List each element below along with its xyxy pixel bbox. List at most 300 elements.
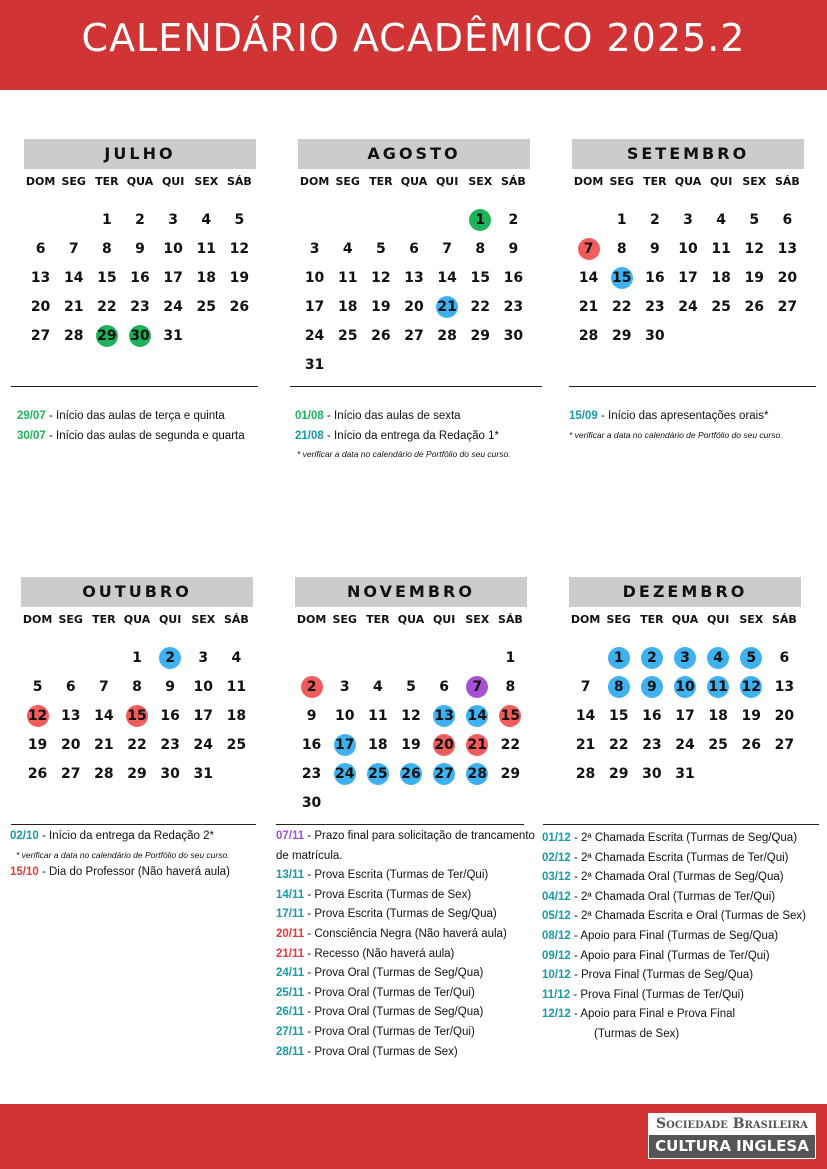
note-text: - Dia do Professor (Não haverá aula) bbox=[38, 865, 230, 878]
note-line bbox=[542, 868, 826, 888]
highlighted-day-blue: 27 bbox=[433, 763, 455, 785]
day-cell bbox=[397, 263, 430, 292]
day-cell bbox=[635, 730, 668, 759]
day-number: 8 bbox=[475, 240, 486, 257]
day-cell bbox=[361, 672, 394, 701]
note-line bbox=[542, 888, 826, 908]
day-number: 9 bbox=[649, 240, 660, 257]
day-cell bbox=[461, 701, 494, 730]
note-line bbox=[276, 1003, 538, 1023]
note-text: - Início das aulas de terça e quinta bbox=[45, 410, 225, 422]
day-cell bbox=[735, 701, 768, 730]
day-cell bbox=[771, 234, 804, 263]
day-cell bbox=[394, 730, 427, 759]
note-text: - Início das aulas de sexta bbox=[323, 410, 461, 422]
day-number: 11 bbox=[226, 678, 247, 695]
day-cell bbox=[602, 730, 635, 759]
day-number: 25 bbox=[708, 736, 728, 753]
note-date: 13/11 bbox=[276, 869, 305, 882]
day-number: 27 bbox=[774, 736, 795, 753]
day-cell bbox=[120, 643, 153, 672]
note-date: 17/11 bbox=[276, 908, 305, 921]
weekday-label: TER bbox=[92, 613, 116, 626]
note-text: - 2ª Chamada Escrita e Oral (Turmas de Sex) bbox=[570, 910, 806, 923]
day-number: 19 bbox=[744, 269, 764, 286]
empty-day bbox=[21, 643, 54, 672]
highlighted-day-blue: 8 bbox=[608, 676, 630, 698]
day-number: 25 bbox=[196, 298, 216, 315]
highlighted-day-green: 29 bbox=[96, 325, 118, 347]
empty-day bbox=[295, 643, 328, 672]
note-date: 07/11 bbox=[276, 830, 305, 842]
note-text: - Prova Escrita (Turmas de Seg/Qua) bbox=[304, 908, 497, 921]
days-grid bbox=[572, 205, 804, 350]
day-number: 19 bbox=[27, 736, 48, 753]
day-number: 27 bbox=[404, 327, 424, 344]
day-number: 29 bbox=[500, 765, 521, 782]
footnote-outubro: * verificar a data no calendário de Portfólio do seu curso. bbox=[16, 849, 230, 860]
note-date: 01/12 bbox=[542, 832, 571, 844]
day-number: 7 bbox=[68, 240, 79, 257]
day-number: 6 bbox=[439, 678, 449, 695]
note-line bbox=[542, 1005, 826, 1025]
day-number: 28 bbox=[94, 765, 114, 782]
weekday-label: SÁB bbox=[775, 175, 800, 188]
day-cell bbox=[605, 205, 638, 234]
day-number: 16 bbox=[503, 269, 524, 286]
day-number: 16 bbox=[130, 269, 150, 286]
empty-day bbox=[331, 205, 364, 234]
day-number: 8 bbox=[132, 678, 142, 695]
weekday-label: SÁB bbox=[227, 175, 252, 188]
logo-line-1: Sociedade Brasileira bbox=[649, 1114, 815, 1135]
weekday-label: QUI bbox=[158, 613, 182, 626]
note-date: 01/08 bbox=[295, 410, 324, 422]
highlighted-day-blue: 5 bbox=[740, 647, 762, 669]
day-cell bbox=[431, 292, 464, 321]
day-cell bbox=[768, 701, 801, 730]
day-cell bbox=[428, 672, 461, 701]
day-cell bbox=[738, 234, 771, 263]
page-title: CALENDÁRIO ACADÊMICO 2025.2 bbox=[81, 16, 746, 60]
note-line bbox=[542, 947, 826, 967]
highlighted-day-red: 7 bbox=[578, 238, 600, 260]
day-cell bbox=[569, 759, 602, 788]
day-cell bbox=[494, 701, 527, 730]
note-line bbox=[276, 945, 538, 965]
day-number: 13 bbox=[777, 240, 798, 257]
day-number: 18 bbox=[226, 707, 247, 724]
day-number: 2 bbox=[508, 211, 519, 228]
day-number: 18 bbox=[708, 707, 728, 724]
day-cell bbox=[298, 263, 331, 292]
notes-agosto bbox=[295, 407, 565, 446]
day-cell bbox=[497, 234, 530, 263]
day-cell bbox=[220, 730, 253, 759]
day-cell bbox=[57, 234, 90, 263]
day-cell bbox=[298, 292, 331, 321]
note-date: 24/11 bbox=[276, 967, 305, 980]
day-cell bbox=[157, 292, 190, 321]
day-cell bbox=[494, 672, 527, 701]
day-number: 18 bbox=[368, 736, 388, 753]
day-number: 20 bbox=[60, 736, 81, 753]
weekday-label: DOM bbox=[299, 175, 330, 188]
day-cell bbox=[154, 759, 187, 788]
day-number: 27 bbox=[777, 298, 798, 315]
weekday-label: SEX bbox=[191, 613, 216, 626]
notes-agosto-block bbox=[295, 407, 565, 462]
note-date: 04/12 bbox=[542, 890, 571, 903]
day-cell bbox=[464, 234, 497, 263]
day-number: 20 bbox=[30, 298, 51, 315]
empty-day bbox=[24, 205, 57, 234]
day-cell bbox=[21, 730, 54, 759]
note-line bbox=[542, 986, 826, 1006]
month-name: JULHO bbox=[24, 139, 256, 169]
notes-outubro-2 bbox=[10, 863, 275, 883]
note-line bbox=[276, 964, 538, 984]
note-date: 09/12 bbox=[542, 949, 571, 962]
highlighted-day-blue: 12 bbox=[740, 676, 762, 698]
notes-outubro-block bbox=[10, 827, 275, 882]
day-cell bbox=[295, 788, 328, 817]
month-outubro bbox=[21, 577, 253, 788]
day-number: 16 bbox=[642, 707, 662, 724]
note-line bbox=[276, 866, 538, 886]
note-date: 08/12 bbox=[542, 929, 571, 942]
day-number: 31 bbox=[304, 356, 325, 373]
day-number: 23 bbox=[160, 736, 180, 753]
notes-setembro-block bbox=[569, 407, 827, 443]
day-number: 9 bbox=[165, 678, 175, 695]
day-cell bbox=[157, 205, 190, 234]
day-number: 28 bbox=[437, 327, 457, 344]
note-date: 27/11 bbox=[276, 1025, 305, 1038]
notes-dezembro-block bbox=[542, 829, 826, 1045]
day-cell bbox=[671, 234, 704, 263]
day-cell bbox=[21, 672, 54, 701]
highlighted-day-red: 15 bbox=[499, 705, 521, 727]
day-cell bbox=[638, 205, 671, 234]
day-number: 1 bbox=[505, 649, 516, 666]
day-cell bbox=[397, 292, 430, 321]
month-dezembro bbox=[569, 577, 801, 788]
weekday-label: TER bbox=[366, 613, 390, 626]
footnote-agosto: * verificar a data no calendário de Portfólio do seu curso. bbox=[297, 449, 511, 460]
day-number: 10 bbox=[304, 269, 325, 286]
day-number: 30 bbox=[503, 327, 524, 344]
day-number: 29 bbox=[470, 327, 490, 344]
day-cell bbox=[190, 234, 223, 263]
highlighted-day-blue: 1 bbox=[608, 647, 630, 669]
day-cell bbox=[90, 321, 123, 350]
day-cell bbox=[638, 321, 671, 350]
weekday-label: SEX bbox=[742, 175, 767, 188]
note-date: 05/12 bbox=[542, 910, 571, 923]
day-cell bbox=[220, 672, 253, 701]
day-number: 25 bbox=[226, 736, 247, 753]
day-cell bbox=[24, 263, 57, 292]
note-line bbox=[10, 827, 275, 847]
notes-outubro bbox=[10, 827, 275, 847]
month-julho bbox=[24, 139, 256, 350]
day-cell bbox=[87, 730, 120, 759]
note-text: - Início das apresentações orais* bbox=[597, 410, 769, 422]
note-line bbox=[542, 927, 826, 947]
day-cell bbox=[295, 672, 328, 701]
note-line bbox=[276, 827, 538, 866]
day-number: 24 bbox=[163, 298, 183, 315]
day-cell bbox=[497, 321, 530, 350]
month-name: DEZEMBRO bbox=[569, 577, 801, 607]
day-number: 29 bbox=[608, 765, 629, 782]
day-cell bbox=[497, 292, 530, 321]
day-number: 6 bbox=[409, 240, 419, 257]
day-cell bbox=[705, 263, 738, 292]
note-line bbox=[542, 966, 826, 986]
note-line bbox=[542, 907, 826, 927]
day-cell bbox=[668, 643, 701, 672]
day-number: 14 bbox=[94, 707, 114, 724]
day-number: 14 bbox=[63, 269, 84, 286]
day-cell bbox=[295, 701, 328, 730]
note-text: - Início das aulas de segunda e quarta bbox=[45, 429, 245, 442]
day-number: 26 bbox=[371, 327, 391, 344]
day-number: 24 bbox=[678, 298, 698, 315]
empty-day bbox=[394, 643, 427, 672]
day-number: 17 bbox=[678, 269, 698, 286]
month-name: SETEMBRO bbox=[572, 139, 804, 169]
weekday-label: SÁB bbox=[498, 613, 523, 626]
day-cell bbox=[223, 263, 256, 292]
day-cell bbox=[635, 759, 668, 788]
weekday-label: QUI bbox=[161, 175, 185, 188]
day-number: 5 bbox=[234, 211, 245, 228]
day-cell bbox=[87, 701, 120, 730]
weekday-label: QUA bbox=[671, 613, 699, 626]
day-number: 12 bbox=[744, 240, 764, 257]
day-cell bbox=[54, 759, 87, 788]
day-cell bbox=[328, 701, 361, 730]
day-number: 23 bbox=[301, 765, 322, 782]
day-cell bbox=[331, 234, 364, 263]
day-number: 24 bbox=[304, 327, 325, 344]
weekday-label: QUA bbox=[674, 175, 702, 188]
highlighted-day-blue: 24 bbox=[334, 763, 356, 785]
month-novembro bbox=[295, 577, 527, 817]
day-cell bbox=[602, 701, 635, 730]
day-cell bbox=[428, 730, 461, 759]
empty-day bbox=[328, 643, 361, 672]
day-cell bbox=[364, 263, 397, 292]
day-cell bbox=[705, 234, 738, 263]
day-number: 13 bbox=[60, 707, 81, 724]
day-cell bbox=[24, 234, 57, 263]
day-number: 7 bbox=[442, 240, 452, 257]
day-cell bbox=[364, 234, 397, 263]
day-cell bbox=[668, 730, 701, 759]
highlighted-day-red: 15 bbox=[126, 705, 148, 727]
empty-day bbox=[361, 643, 394, 672]
day-cell bbox=[123, 292, 156, 321]
day-number: 28 bbox=[578, 327, 599, 344]
note-line bbox=[542, 849, 826, 869]
day-number: 3 bbox=[168, 211, 178, 228]
weekday-label: QUA bbox=[126, 175, 154, 188]
note-date: 03/12 bbox=[542, 871, 571, 884]
note-text: - Prova Escrita (Turmas de Sex) bbox=[304, 888, 472, 901]
day-cell bbox=[638, 263, 671, 292]
weekday-label: TER bbox=[643, 175, 667, 188]
note-date: 12/12 bbox=[542, 1008, 571, 1021]
day-number: 23 bbox=[130, 298, 150, 315]
empty-day bbox=[572, 205, 605, 234]
day-number: 26 bbox=[741, 736, 761, 753]
day-cell bbox=[635, 701, 668, 730]
day-number: 22 bbox=[500, 736, 521, 753]
day-number: 30 bbox=[160, 765, 180, 782]
day-number: 3 bbox=[683, 211, 693, 228]
day-cell bbox=[157, 321, 190, 350]
day-cell bbox=[331, 321, 364, 350]
day-number: 18 bbox=[337, 298, 358, 315]
day-cell bbox=[87, 759, 120, 788]
day-number: 22 bbox=[127, 736, 147, 753]
day-cell bbox=[431, 234, 464, 263]
weekday-label: SEX bbox=[739, 613, 764, 626]
note-text: - Prova Oral (Turmas de Ter/Qui) bbox=[304, 1025, 475, 1038]
day-cell bbox=[494, 643, 527, 672]
day-number: 19 bbox=[371, 298, 391, 315]
days-grid bbox=[21, 643, 253, 788]
day-number: 5 bbox=[375, 240, 386, 257]
highlighted-day-red: 12 bbox=[27, 705, 49, 727]
highlighted-day-blue: 2 bbox=[641, 647, 663, 669]
day-number: 28 bbox=[575, 765, 596, 782]
day-cell bbox=[21, 759, 54, 788]
day-number: 13 bbox=[30, 269, 51, 286]
day-number: 26 bbox=[27, 765, 48, 782]
day-number: 16 bbox=[301, 736, 322, 753]
day-cell bbox=[768, 672, 801, 701]
day-number: 13 bbox=[774, 678, 795, 695]
day-cell bbox=[497, 205, 530, 234]
note-text: - 2ª Chamada Oral (Turmas de Seg/Qua) bbox=[570, 871, 784, 884]
day-number: 25 bbox=[337, 327, 358, 344]
day-number: 9 bbox=[306, 707, 317, 724]
day-number: 21 bbox=[575, 736, 596, 753]
day-cell bbox=[428, 759, 461, 788]
day-cell bbox=[668, 672, 701, 701]
highlighted-day-blue: 17 bbox=[334, 734, 356, 756]
note-text: - Apoio para Final e Prova Final bbox=[570, 1008, 736, 1021]
day-cell bbox=[431, 263, 464, 292]
weekday-label: TER bbox=[95, 175, 119, 188]
day-number: 8 bbox=[616, 240, 627, 257]
day-number: 27 bbox=[30, 327, 51, 344]
day-cell bbox=[364, 321, 397, 350]
day-cell bbox=[572, 292, 605, 321]
day-cell bbox=[21, 701, 54, 730]
day-number: 18 bbox=[196, 269, 216, 286]
day-cell bbox=[494, 730, 527, 759]
day-number: 31 bbox=[193, 765, 213, 782]
notes-julho bbox=[17, 407, 279, 446]
divider-novembro bbox=[276, 824, 524, 825]
day-cell bbox=[572, 263, 605, 292]
day-cell bbox=[361, 759, 394, 788]
day-number: 4 bbox=[372, 678, 383, 695]
day-number: 10 bbox=[334, 707, 355, 724]
day-number: 1 bbox=[101, 211, 112, 228]
note-date: 25/11 bbox=[276, 986, 305, 999]
highlighted-day-blue: 25 bbox=[367, 763, 389, 785]
highlighted-day-green: 30 bbox=[129, 325, 151, 347]
note-text: - 2ª Chamada Escrita (Turmas de Ter/Qui) bbox=[570, 851, 789, 864]
note-text: - 2ª Chamada Oral (Turmas de Ter/Qui) bbox=[570, 890, 776, 903]
day-cell bbox=[671, 292, 704, 321]
day-cell bbox=[464, 263, 497, 292]
day-number: 6 bbox=[65, 678, 76, 695]
highlighted-day-blue: 15 bbox=[611, 267, 633, 289]
day-cell bbox=[461, 730, 494, 759]
day-number: 2 bbox=[649, 211, 660, 228]
note-line bbox=[295, 407, 565, 427]
note-text: - Prova Oral (Turmas de Seg/Qua) bbox=[304, 967, 484, 980]
day-cell bbox=[120, 672, 153, 701]
day-cell bbox=[702, 643, 735, 672]
month-name: NOVEMBRO bbox=[295, 577, 527, 607]
day-number: 26 bbox=[229, 298, 250, 315]
note-line bbox=[295, 427, 565, 447]
day-number: 23 bbox=[645, 298, 665, 315]
day-cell bbox=[223, 234, 256, 263]
weekday-label: SÁB bbox=[772, 613, 797, 626]
day-cell bbox=[464, 205, 497, 234]
day-cell bbox=[671, 205, 704, 234]
day-number: 18 bbox=[711, 269, 731, 286]
day-number: 4 bbox=[342, 240, 353, 257]
day-number: 26 bbox=[744, 298, 764, 315]
empty-day bbox=[298, 205, 331, 234]
day-cell bbox=[54, 730, 87, 759]
day-number: 31 bbox=[163, 327, 183, 344]
notes-novembro bbox=[276, 827, 538, 1062]
day-cell bbox=[90, 234, 123, 263]
month-agosto bbox=[298, 139, 530, 379]
day-cell bbox=[328, 672, 361, 701]
day-number: 17 bbox=[304, 298, 325, 315]
day-cell bbox=[187, 730, 220, 759]
day-number: 3 bbox=[339, 678, 350, 695]
day-number: 25 bbox=[711, 298, 731, 315]
weekday-label: DOM bbox=[573, 175, 604, 188]
month-name: OUTUBRO bbox=[21, 577, 253, 607]
divider-julho bbox=[11, 386, 258, 387]
highlighted-day-blue: 9 bbox=[641, 676, 663, 698]
weekday-label: QUI bbox=[435, 175, 459, 188]
note-text: - Prazo final para solicitação de trancamento de matrícula. bbox=[276, 830, 535, 862]
day-number: 11 bbox=[711, 240, 731, 257]
day-cell bbox=[57, 292, 90, 321]
day-number: 10 bbox=[678, 240, 698, 257]
day-cell bbox=[572, 321, 605, 350]
highlighted-day-blue: 2 bbox=[159, 647, 181, 669]
highlighted-day-blue: 14 bbox=[466, 705, 488, 727]
day-number: 10 bbox=[193, 678, 213, 695]
day-cell bbox=[605, 263, 638, 292]
